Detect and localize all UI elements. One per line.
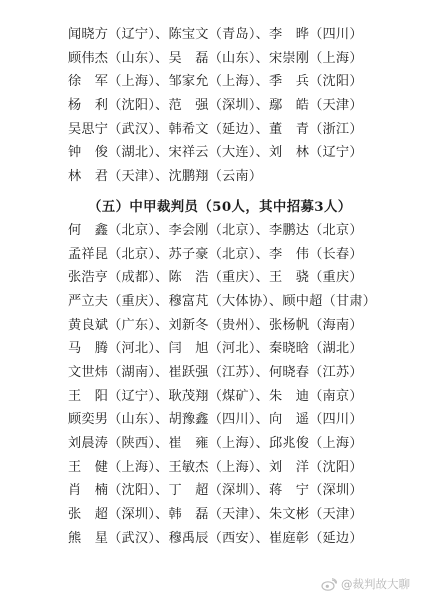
section-title: （五）中甲裁判员（50人，其中招募3人） bbox=[88, 198, 352, 215]
list-line: 吴思宁（武汉）、韩希文（延边）、董 青（浙江） bbox=[68, 121, 363, 137]
list-line: 何 鑫（北京）、李会刚（北京）、李鹏达（北京） bbox=[68, 222, 363, 238]
list-line: 熊 星（武汉）、穆禹辰（西安）、崔庭彰（延边） bbox=[68, 530, 363, 546]
list-line: 杨 利（沈阳）、范 强（深圳）、鄢 皓（天津） bbox=[68, 98, 363, 114]
list-line: 张浩亨（成都）、陈 浩（重庆）、王 骁（重庆） bbox=[68, 270, 363, 286]
watermark-text: @裁判故大聊 bbox=[341, 577, 410, 591]
list-line: 严立夫（重庆）、穆富芃（大体协）、顾中超（甘肃） bbox=[68, 293, 377, 309]
list-line: 肖 楠（沈阳）、丁 超（深圳）、蒋 宁（深圳） bbox=[68, 483, 363, 499]
list-line: 孟祥昆（北京）、苏子豪（北京）、李 伟（长春） bbox=[68, 246, 363, 262]
list-line: 林 君（天津）、沈鹏翔（云南） bbox=[68, 169, 263, 185]
list-line: 王 阳（辽宁）、耿茂翔（煤矿）、朱 迪（南京） bbox=[68, 388, 363, 404]
referee-list bbox=[68, 23, 418, 550]
list-line: 文世炜（湖南）、崔跃强（江苏）、何晓春（江苏） bbox=[68, 364, 363, 380]
list-line: 刘晨涛（陕西）、崔 雍（上海）、邱兆俊（上海） bbox=[68, 436, 363, 451]
weibo-logo-icon bbox=[321, 578, 337, 591]
list-line: 徐 军（上海）、邹家允（上海）、季 兵（沈阳） bbox=[68, 74, 363, 90]
watermark bbox=[321, 576, 410, 592]
list-line: 黄良斌（广东）、刘新冬（贵州）、张杨帆（海南） bbox=[68, 317, 363, 333]
list-line: 王 健（上海）、王敏杰（上海）、刘 洋（沈阳） bbox=[68, 459, 363, 475]
list-line: 闻晓方（辽宁）、陈宝文（青岛）、李 晔（四川） bbox=[68, 27, 363, 42]
list-line: 顾奕男（山东）、胡豫鑫（四川）、向 遥（四川） bbox=[68, 412, 363, 428]
list-line: 顾伟杰（山东）、吴 磊（山东）、宋崇刚（上海） bbox=[68, 50, 363, 66]
list-line: 钟 俊（湖北）、宋祥云（大连）、刘 林（辽宁） bbox=[68, 145, 363, 161]
list-line: 张 超（深圳）、韩 磊（天津）、朱文彬（天津） bbox=[68, 507, 363, 523]
list-line: 马 腾（河北）、闫 旭（河北）、秦晓晗（湖北） bbox=[68, 341, 363, 357]
